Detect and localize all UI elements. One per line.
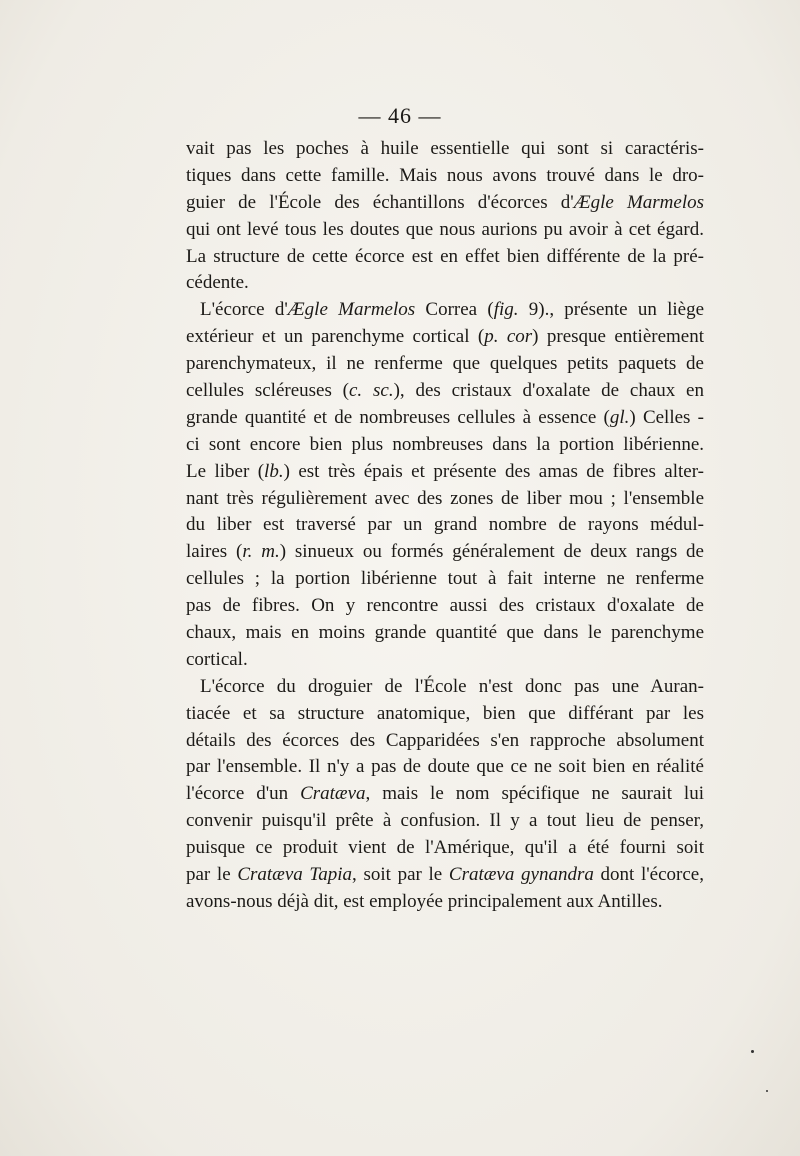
text-line: du liber est traversé par un grand nombre de rayons médul-	[186, 514, 704, 536]
page-number: — 46 —	[358, 103, 442, 128]
text-line: vait pas les poches à huile essentielle qui sont si caractéris-	[186, 138, 704, 159]
text-line: La structure de cette écorce est en effet bien différente de la pré-	[186, 245, 704, 267]
text-line: cortical.	[186, 648, 248, 670]
text-line: tiacée et sa structure anatomique, bien que différant par les	[186, 702, 704, 724]
text-line: par le Cratæva Tapia, soit par le Cratæva gynandra dont l'écorce,	[186, 864, 704, 886]
text-line: parenchymateux, il ne renferme que quelques petits paquets de	[186, 353, 704, 375]
text-line: L'écorce du droguier de l'École n'est donc pas une Auran-	[200, 675, 704, 697]
text-line: guier de l'École des échantillons d'écorces d'Ægle Marmelos	[186, 191, 704, 213]
text-line: tiques dans cette famille. Mais nous avons trouvé dans le dro-	[186, 164, 704, 186]
text-line: cellules scléreuses (c. sc.), des cristaux d'oxalate de chaux en	[186, 380, 704, 402]
text-line: laires (r. m.) sinueux ou formés généralement de deux rangs de	[186, 541, 704, 563]
text-line: pas de fibres. On y rencontre aussi des cristaux d'oxalate de	[186, 595, 704, 617]
text-line: convenir puisqu'il prête à confusion. Il y a tout lieu de penser,	[186, 810, 704, 832]
text-line: chaux, mais en moins grande quantité que dans le parenchyme	[186, 622, 704, 644]
text-line: avons-nous déjà dit, est employée principalement aux Antilles.	[186, 890, 663, 912]
text-line: cellules ; la portion libérienne tout à fait interne ne renferme	[186, 568, 704, 590]
text-line: par l'ensemble. Il n'y a pas de doute que ce ne soit bien en réalité	[186, 756, 704, 778]
text-line: Le liber (lb.) est très épais et présente des amas de fibres alter-	[186, 460, 704, 482]
body-text	[186, 136, 704, 916]
text-line: grande quantité et de nombreuses cellules à essence (gl.) Celles -	[186, 406, 704, 428]
text-line: cédente.	[186, 272, 249, 294]
text-line: ci sont encore bien plus nombreuses dans la portion libérienne.	[186, 433, 704, 455]
ink-speck	[766, 1090, 768, 1092]
text-line: nant très régulièrement avec des zones de liber mou ; l'ensemble	[186, 487, 704, 509]
text-line: détails des écorces des Capparidées s'en rapproche absolument	[186, 729, 704, 751]
text-line: qui ont levé tous les doutes que nous aurions pu avoir à cet égard.	[186, 218, 704, 240]
text-line: l'écorce d'un Cratæva, mais le nom spécifique ne saurait lui	[186, 783, 704, 805]
text-line: L'écorce d'Ægle Marmelos Correa (fig. 9)., présente un liège	[200, 299, 705, 321]
text-line: puisque ce produit vient de l'Amérique, qu'il a été fourni soit	[186, 837, 704, 859]
text-line: extérieur et un parenchyme cortical (p. cor) presque entièrement	[186, 326, 705, 348]
ink-speck	[751, 1050, 754, 1053]
